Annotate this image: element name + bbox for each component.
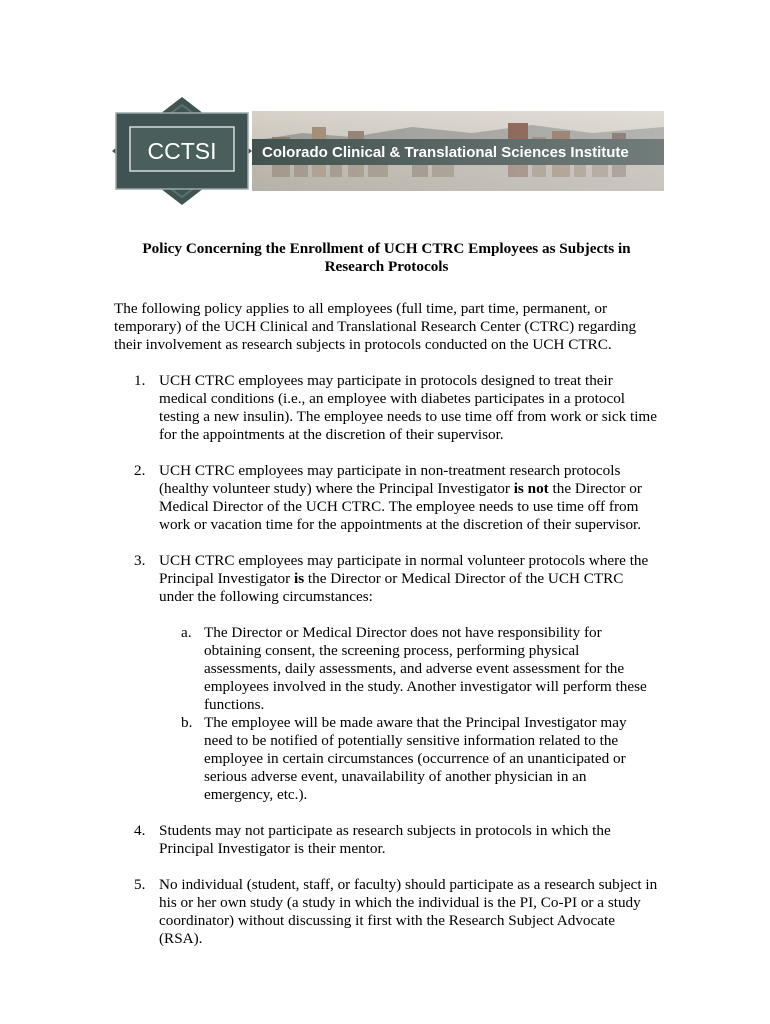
item-text: No individual (student, staff, or faculty) should participate as a research subject in his or her own study (a study in which the individual is the PI, Co-PI or a study coordinator) without discussing it first with the Research Subject Advocate (RSA). <box>159 876 658 947</box>
sub-list <box>159 624 659 804</box>
list-item <box>114 372 659 444</box>
document-title <box>114 240 659 276</box>
item-emphasis: is not <box>513 480 549 497</box>
logo-text: CCTSI <box>147 138 217 164</box>
list-item <box>114 876 659 948</box>
list-item <box>114 552 659 804</box>
item-number: 4. <box>134 822 146 839</box>
title-line-1: Policy Concerning the Enrollment of UCH CTRC Employees as Subjects in <box>142 240 631 257</box>
intro-paragraph: The following policy applies to all employees (full time, part time, permanent, or temporary) of the UCH Clinical and Translational Research Center (CTRC) regarding their involvement as research subjects in protocols conducted on the UCH CTRC. <box>114 300 637 353</box>
item-text: UCH CTRC employees may participate in protocols designed to treat their medical conditions (i.e., an employee with diabetes participates in a protocol testing a new insulin). The employee needs to use time off from work or sick time for the appointments at the discretion of their supervisor. <box>159 372 657 443</box>
subitem-letter: a. <box>181 624 192 641</box>
title-line-2: Research Protocols <box>324 258 449 275</box>
item-number: 2. <box>134 462 146 479</box>
cctsi-logo-banner <box>112 97 664 205</box>
item-emphasis: is <box>293 570 305 587</box>
institute-name: Colorado Clinical & Translational Sciences Institute <box>262 144 629 161</box>
sub-list-item <box>159 714 659 804</box>
sub-list-item <box>159 624 659 714</box>
subitem-text: The employee will be made aware that the Principal Investigator may need to be notified of potentially sensitive information related to the employee in certain circumstances (occurrence of an unanticipated or serious adverse event, unavailability of another physician in an emergency, etc.). <box>204 714 627 803</box>
header-banner <box>112 97 664 205</box>
list-item <box>114 822 659 858</box>
item-text: the Director or Medical Director of the UCH CTRC. The employee needs to use time off from work or vacation time for the appointments at the discretion of their supervisor. <box>159 480 642 533</box>
policy-document <box>114 240 659 966</box>
subitem-text: The Director or Medical Director does not have responsibility for obtaining consent, the screening process, performing physical assessments, daily assessments, and adverse event assessment for the employees involved in the study. Another investigator will perform these functions. <box>204 624 647 713</box>
item-text: Students may not participate as research subjects in protocols in which the Principal Investigator is their mentor. <box>159 822 611 857</box>
item-number: 3. <box>134 552 146 569</box>
item-text: UCH CTRC employees may participate in non-treatment research protocols (healthy volunteer study) where the Principal Investigator <box>159 462 621 497</box>
subitem-letter: b. <box>181 714 193 731</box>
item-number: 5. <box>134 876 146 893</box>
item-number: 1. <box>134 372 146 389</box>
item-text: UCH CTRC employees may participate in normal volunteer protocols where the Principal Investigator <box>159 552 649 587</box>
list-item <box>114 462 659 534</box>
item-text: the Director or Medical Director of the UCH CTRC under the following circumstances: <box>159 570 624 605</box>
